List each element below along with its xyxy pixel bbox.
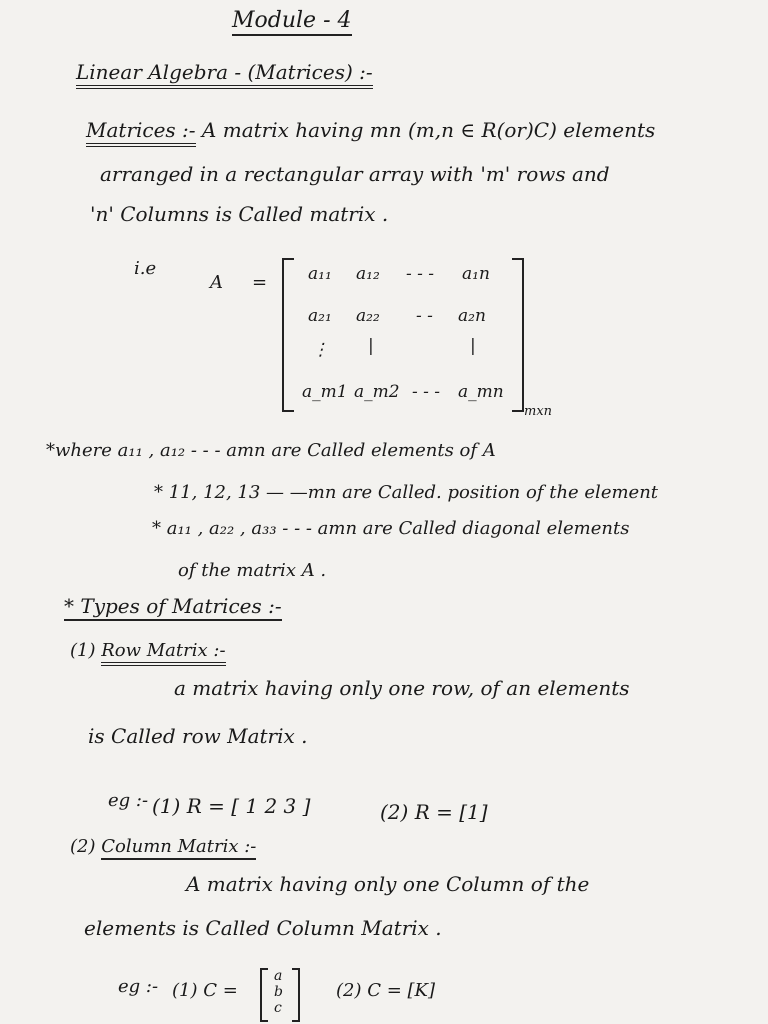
ie-label: i.e [134, 258, 157, 279]
row-matrix-title: (1) Row Matrix :- [70, 640, 226, 661]
definition-line-3: 'n' Columns is Called matrix . [90, 202, 389, 226]
matrix-cell: a₁n [462, 264, 490, 284]
matrix-cell: a₁₁ [308, 264, 332, 284]
row-definition-1: a matrix having only one row, of an elements [174, 676, 630, 700]
matrix-cell: - - - [406, 264, 435, 284]
right-bracket [512, 258, 524, 412]
row-example-2: (2) R = [1] [380, 800, 488, 824]
matrix-cell: a₂₂ [356, 306, 380, 326]
column-example-2: (2) C = [K] [336, 980, 436, 1001]
matrix-cell: - - - [412, 382, 441, 402]
column-definition-2: elements is Called Column Matrix . [84, 916, 442, 940]
page-title: Module - 4 [232, 8, 352, 33]
matrix-cell: a₂₁ [308, 306, 332, 326]
note-diagonal: * a₁₁ , a₂₂ , a₃₃ - - - amn are Called diagonal elements [152, 518, 630, 539]
matrix-cell: a_mn [458, 382, 504, 402]
note-positions: * 11, 12, 13 — —mn are Called. position of the element [154, 482, 659, 503]
definition-line-1: Matrices :- A matrix having mn (m,n ∈ R(or)C) elements [86, 118, 655, 142]
general-matrix [282, 258, 524, 408]
left-bracket [282, 258, 294, 412]
note-elements: *where a₁₁ , a₁₂ - - - amn are Called elements of A [46, 440, 496, 461]
matrix-cell: ⋮ [312, 340, 329, 360]
vector-entry: a [274, 968, 283, 984]
matrix-cell: | [470, 336, 476, 356]
types-heading: * Types of Matrices :- [64, 594, 282, 618]
equals-sign: = [252, 272, 268, 293]
row-definition-2: is Called row Matrix . [88, 724, 308, 748]
vector-entry: c [274, 1000, 282, 1016]
row-example-label: eg :- [108, 790, 149, 811]
note-diagonal-cont: of the matrix A . [178, 560, 327, 581]
section-heading: Linear Algebra - (Matrices) :- [76, 60, 373, 84]
column-matrix-title: (2) Column Matrix :- [70, 836, 256, 857]
matrix-cell: a₁₂ [356, 264, 380, 284]
definition-line-2: arranged in a rectangular array with 'm' rows and [100, 162, 610, 186]
matrix-cell: a₂n [458, 306, 486, 326]
right-bracket [292, 968, 300, 1022]
column-example-1-prefix: (1) C = [172, 980, 238, 1001]
left-bracket [260, 968, 268, 1022]
matrix-cell: | [368, 336, 374, 356]
matrix-cell: a_m2 [354, 382, 400, 402]
matrix-order: mxn [524, 404, 553, 419]
matrix-cell: - - [416, 306, 433, 326]
column-definition-1: A matrix having only one Column of the [186, 872, 590, 896]
row-example-1: (1) R = [ 1 2 3 ] [152, 794, 311, 818]
matrix-name: A [210, 272, 223, 293]
column-example-label: eg :- [118, 976, 159, 997]
column-vector [260, 968, 300, 1020]
vector-entry: b [274, 984, 283, 1000]
matrix-cell: a_m1 [302, 382, 348, 402]
